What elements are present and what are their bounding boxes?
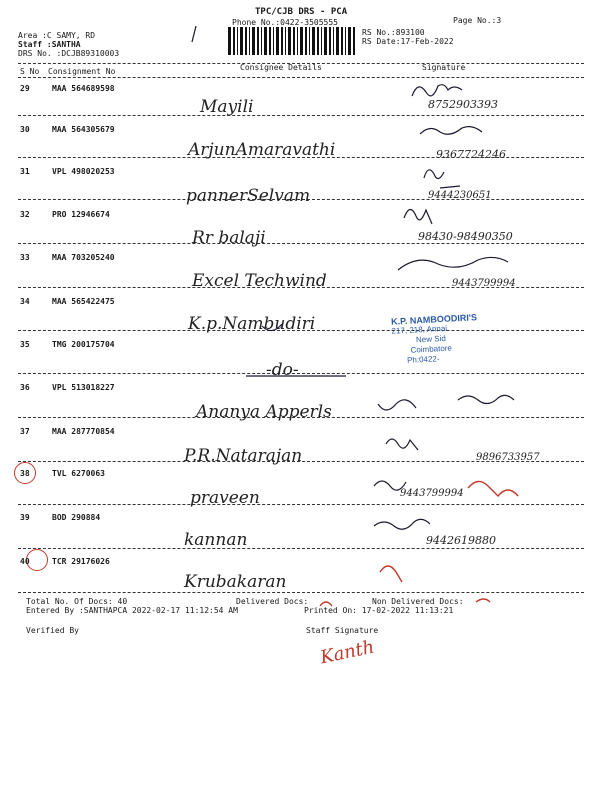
row-consignment: MAA 565422475 xyxy=(52,297,115,306)
row-name: kannan xyxy=(184,530,248,550)
signature-30 xyxy=(420,127,482,135)
phone-number: Phone No.:0422-3505555 xyxy=(232,18,338,27)
row-consignment: VPL 513018227 xyxy=(52,383,115,392)
staff-signature: Kanth xyxy=(318,636,377,669)
row-sno: 36 xyxy=(20,383,30,392)
row-sno: 35 xyxy=(20,340,30,349)
row-name: Mayili xyxy=(200,97,254,117)
company-code: TPC/CJB DRS - PCA xyxy=(255,7,348,17)
rs-date: RS Date:17-Feb-2022 xyxy=(362,37,454,46)
row-name: praveen xyxy=(190,488,260,508)
row-sno: 40 xyxy=(20,557,30,566)
staff-signature-label: Staff Signature xyxy=(306,626,379,635)
row-phone: 9896733957 xyxy=(476,452,540,463)
row-consignment: TVL 6270063 xyxy=(52,469,105,478)
non-delivered-docs: Non Delivered Docs: xyxy=(372,597,464,606)
row-sno: 37 xyxy=(20,427,30,436)
row-consignment: MAA 703205240 xyxy=(52,253,115,262)
row-sno: 31 xyxy=(20,167,30,176)
stamp-line: Coimbatore xyxy=(410,343,453,355)
verified-by: Verified By xyxy=(26,626,79,635)
row-phone: 8752903393 xyxy=(428,98,498,111)
row-sno: 30 xyxy=(20,125,30,134)
rs-number: RS No.:893100 xyxy=(362,28,425,37)
printed-on: Printed On: 17-02-2022 11:13:21 xyxy=(304,606,454,615)
row-phone: 9367724246 xyxy=(436,148,506,161)
row-name: pannerSelvam xyxy=(186,186,311,206)
entered-by: Entered By :SANTHAPCA 2022-02-17 11:12:54 AM xyxy=(26,606,238,615)
last-handwritten-name: Krubakaran xyxy=(184,572,287,592)
row-name: Rr balaji xyxy=(192,228,266,248)
signature-36 xyxy=(378,400,416,410)
row-consignment: MAA 564689598 xyxy=(52,84,115,93)
signature-29 xyxy=(412,85,462,96)
signature-37 xyxy=(386,439,418,450)
row-phone: 9443799994 xyxy=(452,278,516,289)
signature-36b xyxy=(458,395,514,403)
stamp-line: 217, 218, Annai xyxy=(391,323,448,336)
drs-number: DRS No. :DCJB89310003 xyxy=(18,49,120,58)
signature-32 xyxy=(404,209,432,224)
row-consignment: TMG 200175704 xyxy=(52,340,115,349)
row-sno: 33 xyxy=(20,253,30,262)
mark-top xyxy=(192,26,196,42)
red-mark-40 xyxy=(380,566,402,582)
row-consignment: PRO 12946674 xyxy=(52,210,110,219)
row-phone: 9442619880 xyxy=(426,534,496,547)
signature-31 xyxy=(424,170,460,188)
row-consignment: MAA 564305679 xyxy=(52,125,115,134)
col-sno: S No xyxy=(20,67,40,76)
signature-39 xyxy=(374,519,430,529)
col-consignment: Consignment No xyxy=(48,67,116,76)
row-name: -do- xyxy=(266,360,299,380)
staff-label: Staff :SANTHA xyxy=(18,40,81,49)
row-sno: 38 xyxy=(20,469,30,478)
row-phone: 9444230651 xyxy=(428,190,492,201)
row-consignment: TCR 29176026 xyxy=(52,557,110,566)
stamp-line: New Sid xyxy=(415,333,447,345)
signature-38 xyxy=(374,481,406,490)
stamp-line: K.P. NAMBOODIRI'S xyxy=(390,312,478,327)
total-docs: Total No. Of Docs: 40 xyxy=(26,597,128,606)
col-consignee: Consignee Details xyxy=(240,63,322,72)
row-sno: 34 xyxy=(20,297,30,306)
page-number: Page No.:3 xyxy=(453,16,502,25)
row-sno: 29 xyxy=(20,84,30,93)
row-sno: 39 xyxy=(20,513,30,522)
col-signature: Signature xyxy=(422,63,466,72)
row-consignment: MAA 287770854 xyxy=(52,427,115,436)
red-mark-footer-2 xyxy=(476,599,490,602)
row-name: Excel Techwind xyxy=(192,271,327,291)
signature-33 xyxy=(398,257,508,270)
row-consignment: BOD 290884 xyxy=(52,513,101,522)
stamp-line: Ph:0422- xyxy=(406,354,440,365)
row-name: Ananya Apperls xyxy=(196,402,332,422)
row-phone: 9443799994 xyxy=(400,488,464,499)
row-name: ArjunAmaravathi xyxy=(188,140,336,160)
row-name: K.p.Nambudiri xyxy=(188,314,316,334)
row-consignment: VPL 498020253 xyxy=(52,167,115,176)
row-name: P.R.Natarajan xyxy=(184,446,303,466)
red-mark-38 xyxy=(468,481,518,496)
area-label: Area :C SAMY, RD xyxy=(18,31,96,40)
delivered-docs: Delivered Docs: xyxy=(236,597,309,606)
scribble-35 xyxy=(262,324,282,331)
row-sno: 32 xyxy=(20,210,30,219)
row-phone: 98430-98490350 xyxy=(418,230,513,243)
